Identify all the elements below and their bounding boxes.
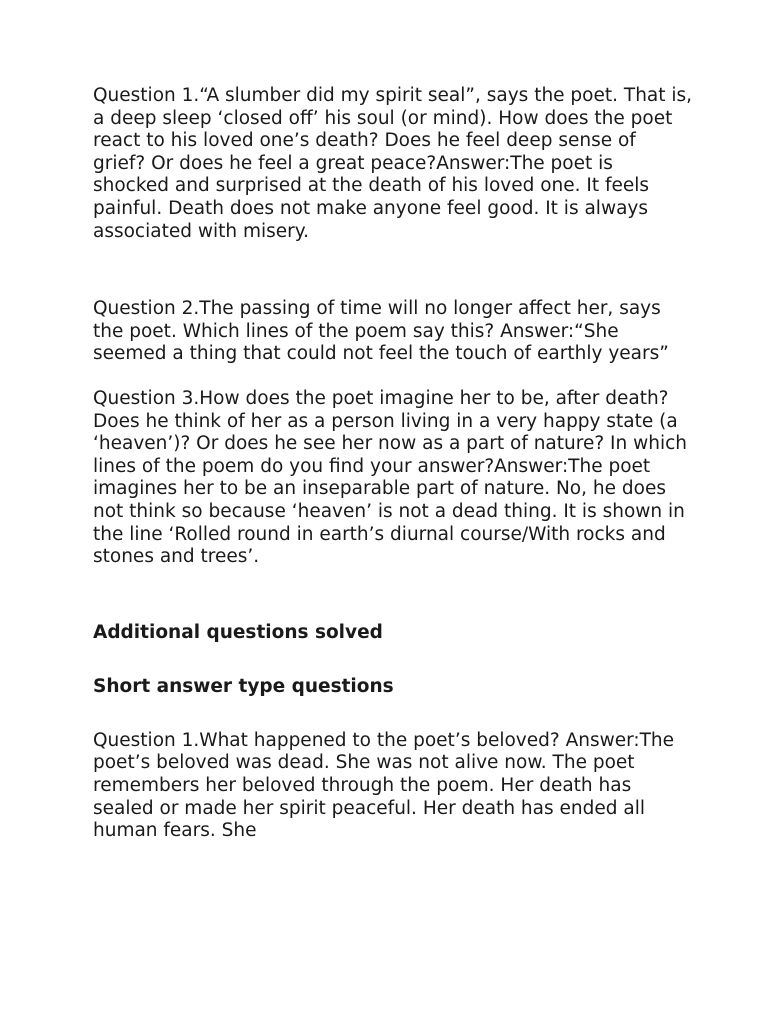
- short-answer-heading: Short answer type questions: [93, 676, 394, 698]
- additional-question-1-paragraph: Question 1.What happened to the poet’s beloved? Answer:The poet’s beloved was dead. She was not alive now. The poet remembers her beloved through the poem. Her death has sealed or made her spirit peaceful. Her death has ended all human fears. She: [93, 729, 675, 842]
- question-1-paragraph: Question 1.“A slumber did my spirit seal”, says the poet. That is, a deep sleep ‘closed off’ his soul (or mind). How does the poet react to his loved one’s death? Does he feel deep sense of grief? Or does he feel a great peace?Answer:The poet is shocked and surprised at the death of his loved one. It feels painful. Death does not make anyone feel good. It is always associated with misery.: [93, 85, 693, 242]
- document-page: [93, 85, 693, 843]
- question-2-paragraph: Question 2.The passing of time will no longer affect her, says the poet. Which lines of the poem say this? Answer:“She seemed a thing that could not feel the touch of earthly years”: [93, 298, 669, 365]
- question-3-paragraph: Question 3.How does the poet imagine her to be, after death? Does he think of her as a person living in a very happy state (a ‘heaven’)? Or does he see her now as a part of nature? In which lines of the poem do you find your answer?Answer:The poet imagines her to be an inseparable part of nature. No, he does not think so because ‘heaven’ is not a dead thing. It is shown in the line ‘Rolled round in earth’s diurnal course/With rocks and stones and trees’.: [93, 387, 687, 568]
- additional-questions-heading: Additional questions solved: [93, 621, 383, 643]
